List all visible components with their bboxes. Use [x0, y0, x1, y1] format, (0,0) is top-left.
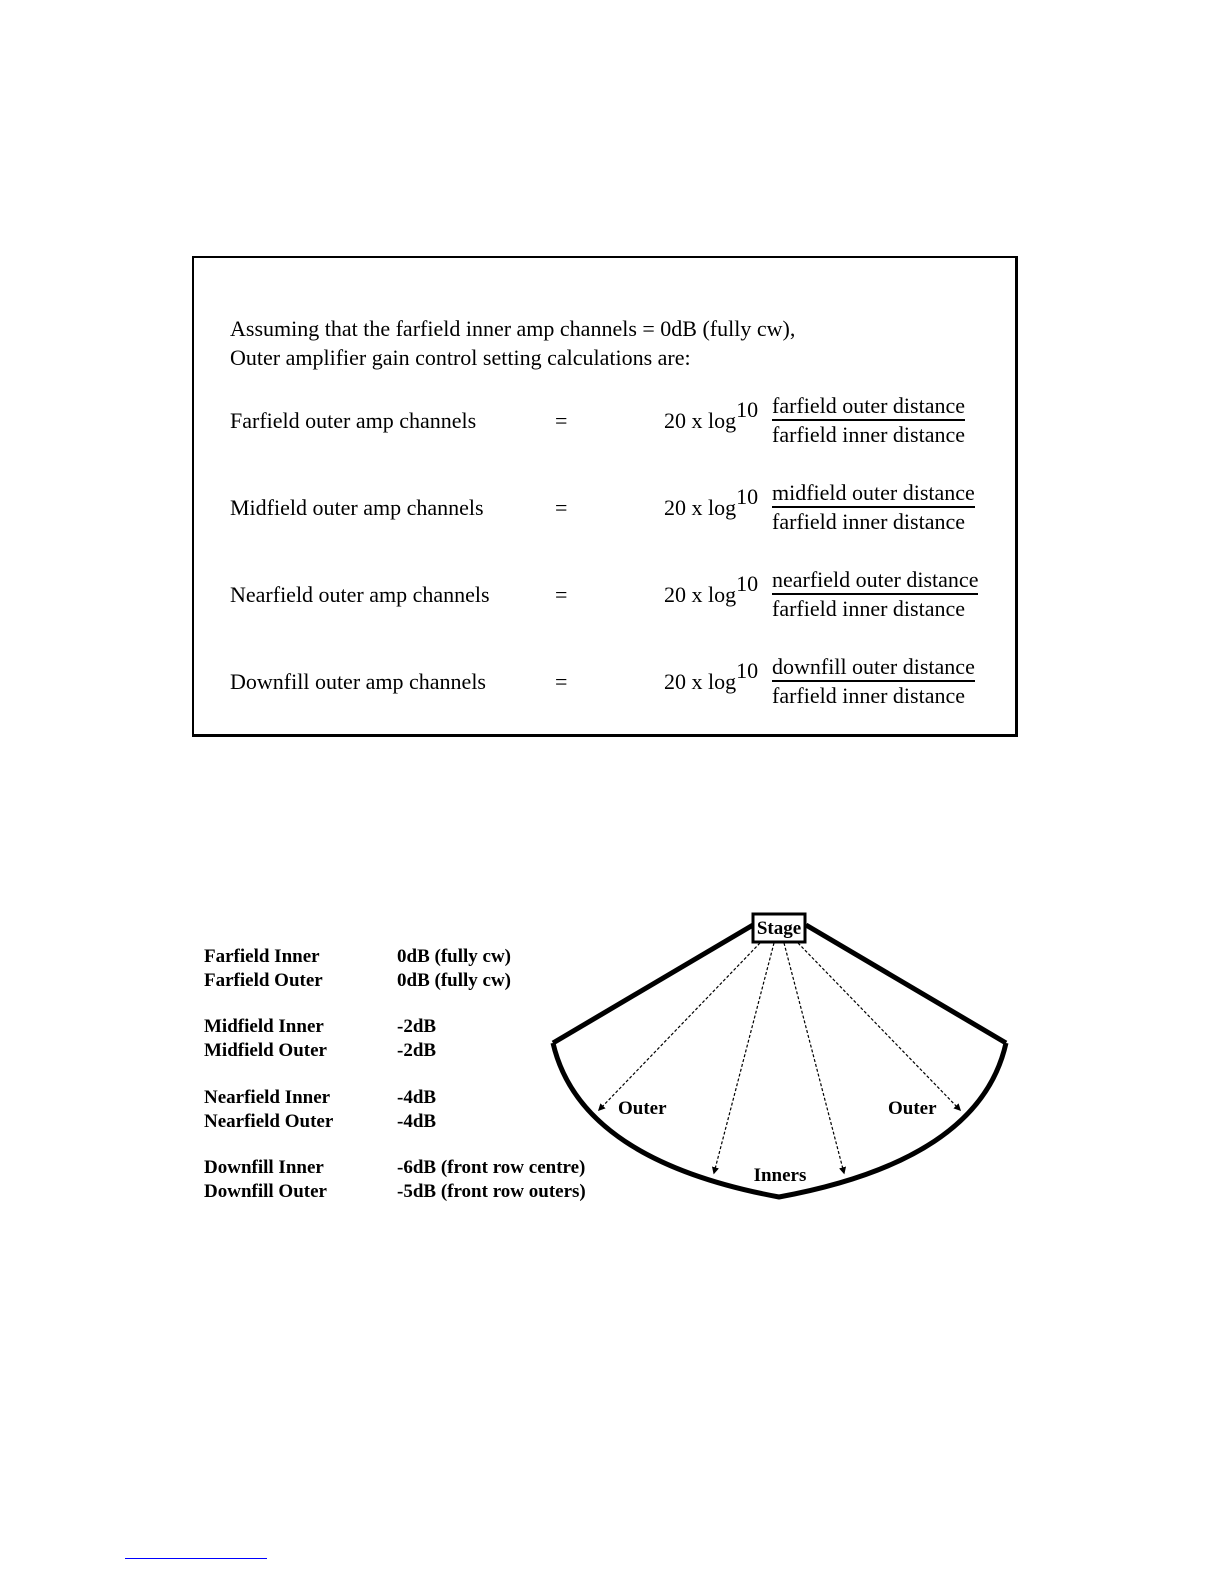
coefficient-text: 20 x log: [664, 495, 737, 520]
intro-line-1: Assuming that the farfield inner amp channels = 0dB (fully cw),: [230, 316, 796, 341]
setting-value: -2dB: [397, 1016, 437, 1037]
equals-sign: =: [555, 669, 568, 694]
setting-label: Downfill Outer: [204, 1181, 327, 1202]
arrow-inner-left: [714, 943, 774, 1173]
setting-value: -6dB (front row centre): [397, 1157, 586, 1178]
setting-label: Nearfield Inner: [204, 1087, 331, 1108]
fraction-numerator: farfield outer distance: [772, 394, 965, 421]
coefficient: [664, 484, 759, 521]
fraction-numerator: midfield outer distance: [772, 481, 975, 508]
coefficient-text: 20 x log: [664, 669, 737, 694]
coefficient-text: 20 x log: [664, 582, 737, 607]
stage-label: Stage: [756, 918, 802, 939]
exponent: 10: [736, 484, 759, 509]
fraction-denominator: farfield inner distance: [772, 509, 966, 534]
equals-sign: =: [555, 495, 568, 520]
setting-label: Nearfield Outer: [204, 1111, 334, 1132]
arrow-inner-right: [784, 943, 844, 1173]
setting-value: -5dB (front row outers): [397, 1181, 586, 1202]
fraction-denominator: farfield inner distance: [772, 683, 966, 708]
equals-sign: =: [555, 582, 568, 607]
setting-label: Midfield Inner: [204, 1016, 324, 1037]
setting-value: 0dB (fully cw): [397, 970, 511, 991]
formula-row-downfill: [194, 654, 1015, 717]
outer-right-label: Outer: [888, 1098, 937, 1119]
setting-value: 0dB (fully cw): [397, 946, 511, 967]
coefficient-text: 20 x log: [664, 408, 737, 433]
setting-label: Midfield Outer: [204, 1040, 327, 1061]
formula-row-nearfield: [194, 567, 1015, 630]
fraction-denominator: farfield inner distance: [772, 596, 966, 621]
coefficient: [664, 571, 759, 608]
fraction-denominator: farfield inner distance: [772, 422, 966, 447]
intro-line-2: Outer amplifier gain control setting calculations are:: [230, 345, 691, 370]
setting-value: -4dB: [397, 1111, 437, 1132]
setting-label: Farfield Outer: [204, 970, 323, 991]
fraction-numerator: nearfield outer distance: [772, 568, 978, 595]
formula-box: [192, 256, 1018, 737]
setting-value: -2dB: [397, 1040, 437, 1061]
setting-value: -4dB: [397, 1087, 437, 1108]
inners-label: Inners: [753, 1165, 807, 1186]
formula-row-name: Nearfield outer amp channels: [230, 582, 490, 607]
setting-label: Downfill Inner: [204, 1157, 324, 1178]
formula-row-farfield: [194, 393, 1015, 456]
fraction-numerator: downfill outer distance: [772, 655, 975, 682]
equals-sign: =: [555, 408, 568, 433]
coefficient: [664, 658, 759, 695]
exponent: 10: [736, 397, 759, 422]
formula-row-midfield: [194, 480, 1015, 543]
coefficient: [664, 397, 759, 434]
intro-text: [230, 314, 795, 372]
coverage-fan-left-edge: [553, 925, 753, 1043]
formula-row-name: Farfield outer amp channels: [230, 408, 477, 433]
exponent: 10: [736, 658, 759, 683]
footnote-separator: [125, 1558, 267, 1559]
exponent: 10: [736, 571, 759, 596]
outer-left-label: Outer: [618, 1098, 667, 1119]
coverage-fan-right-edge: [806, 925, 1006, 1043]
setting-label: Farfield Inner: [204, 946, 320, 967]
formula-row-name: Downfill outer amp channels: [230, 669, 486, 694]
coverage-diagram: [540, 905, 1020, 1205]
formula-row-name: Midfield outer amp channels: [230, 495, 484, 520]
